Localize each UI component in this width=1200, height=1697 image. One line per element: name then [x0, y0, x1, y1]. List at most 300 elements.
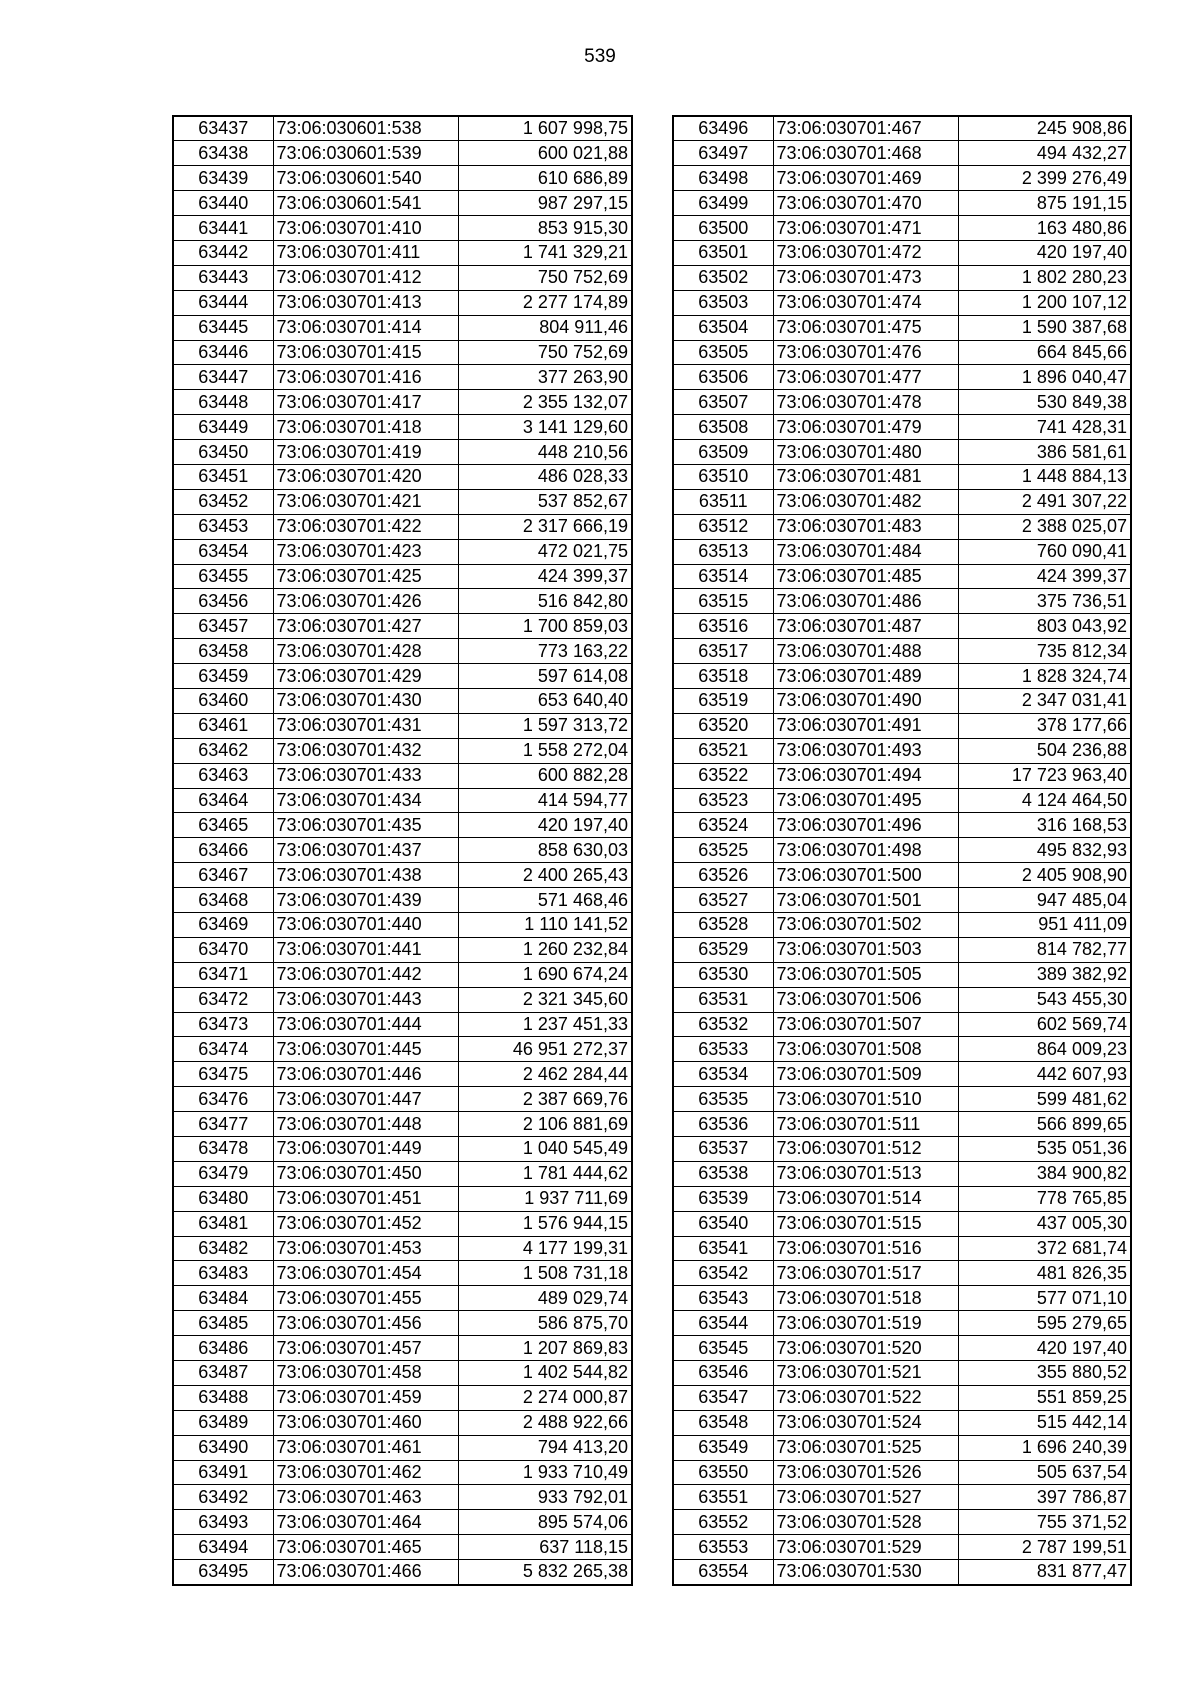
table-row — [673, 489, 1131, 514]
cadastral-value-cell: 586 875,70 — [458, 1311, 632, 1336]
cadastral-number-cell: 73:06:030701:461 — [273, 1435, 458, 1460]
record-number-cell: 63455 — [173, 564, 273, 589]
table-row — [173, 1161, 632, 1186]
record-number-cell: 63526 — [673, 863, 773, 888]
record-number-cell: 63499 — [673, 191, 773, 216]
record-number-cell: 63482 — [173, 1236, 273, 1261]
cadastral-value-cell: 1 237 451,33 — [458, 1012, 632, 1037]
cadastral-value-cell: 814 782,77 — [958, 937, 1131, 962]
cadastral-number-cell: 73:06:030701:418 — [273, 415, 458, 440]
cadastral-number-cell: 73:06:030701:447 — [273, 1087, 458, 1112]
cadastral-value-cell: 1 933 710,49 — [458, 1460, 632, 1485]
table-row — [673, 788, 1131, 813]
record-number-cell: 63505 — [673, 340, 773, 365]
record-number-cell: 63543 — [673, 1286, 773, 1311]
table-row — [673, 365, 1131, 390]
cadastral-number-cell: 73:06:030701:526 — [773, 1460, 958, 1485]
cadastral-value-cell: 1 576 944,15 — [458, 1211, 632, 1236]
table-row — [673, 1535, 1131, 1560]
cadastral-value-cell: 424 399,37 — [458, 564, 632, 589]
cadastral-value-cell: 895 574,06 — [458, 1510, 632, 1535]
cadastral-number-cell: 73:06:030701:442 — [273, 962, 458, 987]
cadastral-number-cell: 73:06:030701:470 — [773, 191, 958, 216]
cadastral-value-cell: 2 462 284,44 — [458, 1062, 632, 1087]
cadastral-number-cell: 73:06:030701:473 — [773, 265, 958, 290]
cadastral-number-cell: 73:06:030701:420 — [273, 464, 458, 489]
cadastral-number-cell: 73:06:030701:493 — [773, 738, 958, 763]
cadastral-number-cell: 73:06:030701:445 — [273, 1037, 458, 1062]
cadastral-value-cell: 1 040 545,49 — [458, 1137, 632, 1162]
cadastral-value-cell: 2 387 669,76 — [458, 1087, 632, 1112]
record-number-cell: 63552 — [673, 1510, 773, 1535]
cadastral-number-cell: 73:06:030701:514 — [773, 1186, 958, 1211]
cadastral-number-cell: 73:06:030701:525 — [773, 1435, 958, 1460]
cadastral-value-cell: 735 812,34 — [958, 639, 1131, 664]
cadastral-value-cell: 163 480,86 — [958, 216, 1131, 241]
table-row — [173, 838, 632, 863]
table-row — [173, 888, 632, 913]
cadastral-number-cell: 73:06:030701:476 — [773, 340, 958, 365]
record-number-cell: 63462 — [173, 738, 273, 763]
record-number-cell: 63539 — [673, 1186, 773, 1211]
record-number-cell: 63509 — [673, 440, 773, 465]
cadastral-value-cell: 375 736,51 — [958, 589, 1131, 614]
table-row — [673, 589, 1131, 614]
table-row — [673, 888, 1131, 913]
record-number-cell: 63553 — [673, 1535, 773, 1560]
cadastral-number-cell: 73:06:030701:427 — [273, 614, 458, 639]
cadastral-number-cell: 73:06:030701:530 — [773, 1560, 958, 1585]
table-row — [173, 1385, 632, 1410]
record-number-cell: 63460 — [173, 688, 273, 713]
cadastral-value-cell: 1 200 107,12 — [958, 290, 1131, 315]
record-number-cell: 63450 — [173, 440, 273, 465]
table-row — [673, 216, 1131, 241]
table-row — [673, 240, 1131, 265]
cadastral-number-cell: 73:06:030701:472 — [773, 240, 958, 265]
table-row — [173, 141, 632, 166]
cadastral-number-cell: 73:06:030701:429 — [273, 664, 458, 689]
cadastral-value-cell: 494 432,27 — [958, 141, 1131, 166]
cadastral-number-cell: 73:06:030701:416 — [273, 365, 458, 390]
record-number-cell: 63474 — [173, 1037, 273, 1062]
record-number-cell: 63446 — [173, 340, 273, 365]
record-number-cell: 63470 — [173, 937, 273, 962]
cadastral-value-cell: 987 297,15 — [458, 191, 632, 216]
cadastral-number-cell: 73:06:030701:434 — [273, 788, 458, 813]
table-row — [173, 415, 632, 440]
cadastral-number-cell: 73:06:030701:419 — [273, 440, 458, 465]
table-row — [673, 1062, 1131, 1087]
cadastral-number-cell: 73:06:030701:481 — [773, 464, 958, 489]
record-number-cell: 63466 — [173, 838, 273, 863]
table-row — [173, 1510, 632, 1535]
record-number-cell: 63437 — [173, 116, 273, 141]
table-row — [673, 1361, 1131, 1386]
table-row — [173, 1410, 632, 1435]
record-number-cell: 63537 — [673, 1137, 773, 1162]
cadastral-value-cell: 17 723 963,40 — [958, 763, 1131, 788]
cadastral-number-cell: 73:06:030701:513 — [773, 1161, 958, 1186]
record-number-cell: 63467 — [173, 863, 273, 888]
record-number-cell: 63444 — [173, 290, 273, 315]
cadastral-number-cell: 73:06:030701:516 — [773, 1236, 958, 1261]
cadastral-value-cell: 1 781 444,62 — [458, 1161, 632, 1186]
table-row — [173, 614, 632, 639]
record-number-cell: 63464 — [173, 788, 273, 813]
cadastral-value-cell: 2 491 307,22 — [958, 489, 1131, 514]
record-number-cell: 63507 — [673, 390, 773, 415]
cadastral-number-cell: 73:06:030701:528 — [773, 1510, 958, 1535]
record-number-cell: 63453 — [173, 514, 273, 539]
table-row — [673, 863, 1131, 888]
cadastral-value-cell: 755 371,52 — [958, 1510, 1131, 1535]
cadastral-number-cell: 73:06:030701:511 — [773, 1112, 958, 1137]
cadastral-number-cell: 73:06:030701:415 — [273, 340, 458, 365]
record-number-cell: 63497 — [673, 141, 773, 166]
cadastral-number-cell: 73:06:030701:428 — [273, 639, 458, 664]
cadastral-number-cell: 73:06:030701:439 — [273, 888, 458, 913]
cadastral-number-cell: 73:06:030701:440 — [273, 913, 458, 938]
cadastral-value-cell: 1 558 272,04 — [458, 738, 632, 763]
cadastral-value-cell: 5 832 265,38 — [458, 1560, 632, 1585]
cadastral-value-cell: 1 607 998,75 — [458, 116, 632, 141]
table-row — [173, 365, 632, 390]
table-row — [173, 1211, 632, 1236]
cadastral-value-cell: 516 842,80 — [458, 589, 632, 614]
cadastral-value-cell: 1 207 869,83 — [458, 1336, 632, 1361]
table-row — [173, 166, 632, 191]
cadastral-number-cell: 73:06:030701:437 — [273, 838, 458, 863]
record-number-cell: 63489 — [173, 1410, 273, 1435]
cadastral-value-cell: 1 690 674,24 — [458, 962, 632, 987]
record-number-cell: 63535 — [673, 1087, 773, 1112]
cadastral-value-cell: 1 828 324,74 — [958, 664, 1131, 689]
cadastral-number-cell: 73:06:030701:466 — [273, 1560, 458, 1585]
cadastral-number-cell: 73:06:030701:477 — [773, 365, 958, 390]
table-row — [673, 265, 1131, 290]
record-number-cell: 63487 — [173, 1361, 273, 1386]
table-row — [673, 738, 1131, 763]
cadastral-value-cell: 530 849,38 — [958, 390, 1131, 415]
cadastral-value-cell: 1 741 329,21 — [458, 240, 632, 265]
cadastral-number-cell: 73:06:030701:446 — [273, 1062, 458, 1087]
cadastral-value-cell: 2 277 174,89 — [458, 290, 632, 315]
record-number-cell: 63548 — [673, 1410, 773, 1435]
cadastral-value-cell: 543 455,30 — [958, 987, 1131, 1012]
cadastral-value-cell: 486 028,33 — [458, 464, 632, 489]
cadastral-number-cell: 73:06:030701:489 — [773, 664, 958, 689]
table-row — [173, 738, 632, 763]
table-row — [173, 340, 632, 365]
cadastral-number-cell: 73:06:030701:527 — [773, 1485, 958, 1510]
record-number-cell: 63527 — [673, 888, 773, 913]
record-number-cell: 63503 — [673, 290, 773, 315]
record-number-cell: 63471 — [173, 962, 273, 987]
record-number-cell: 63440 — [173, 191, 273, 216]
cadastral-number-cell: 73:06:030701:438 — [273, 863, 458, 888]
cadastral-value-cell: 1 260 232,84 — [458, 937, 632, 962]
table-row — [173, 1485, 632, 1510]
cadastral-value-cell: 637 118,15 — [458, 1535, 632, 1560]
cadastral-value-cell: 495 832,93 — [958, 838, 1131, 863]
cadastral-value-cell: 853 915,30 — [458, 216, 632, 241]
cadastral-value-cell: 2 399 276,49 — [958, 166, 1131, 191]
left-data-table — [172, 115, 633, 1586]
table-row — [173, 589, 632, 614]
cadastral-value-cell: 577 071,10 — [958, 1286, 1131, 1311]
cadastral-number-cell: 73:06:030701:519 — [773, 1311, 958, 1336]
cadastral-value-cell: 537 852,67 — [458, 489, 632, 514]
cadastral-value-cell: 1 448 884,13 — [958, 464, 1131, 489]
record-number-cell: 63476 — [173, 1087, 273, 1112]
cadastral-number-cell: 73:06:030701:448 — [273, 1112, 458, 1137]
record-number-cell: 63547 — [673, 1385, 773, 1410]
table-row — [673, 1211, 1131, 1236]
cadastral-value-cell: 1 110 141,52 — [458, 913, 632, 938]
record-number-cell: 63488 — [173, 1385, 273, 1410]
record-number-cell: 63458 — [173, 639, 273, 664]
record-number-cell: 63514 — [673, 564, 773, 589]
cadastral-number-cell: 73:06:030701:423 — [273, 539, 458, 564]
record-number-cell: 63528 — [673, 913, 773, 938]
cadastral-value-cell: 597 614,08 — [458, 664, 632, 689]
cadastral-value-cell: 4 177 199,31 — [458, 1236, 632, 1261]
record-number-cell: 63513 — [673, 539, 773, 564]
table-row — [673, 166, 1131, 191]
record-number-cell: 63495 — [173, 1560, 273, 1585]
cadastral-number-cell: 73:06:030701:410 — [273, 216, 458, 241]
cadastral-number-cell: 73:06:030701:507 — [773, 1012, 958, 1037]
cadastral-value-cell: 778 765,85 — [958, 1186, 1131, 1211]
table-row — [673, 1385, 1131, 1410]
cadastral-number-cell: 73:06:030701:431 — [273, 713, 458, 738]
record-number-cell: 63479 — [173, 1161, 273, 1186]
record-number-cell: 63520 — [673, 713, 773, 738]
cadastral-number-cell: 73:06:030701:463 — [273, 1485, 458, 1510]
cadastral-value-cell: 1 696 240,39 — [958, 1435, 1131, 1460]
cadastral-number-cell: 73:06:030701:414 — [273, 315, 458, 340]
cadastral-number-cell: 73:06:030701:482 — [773, 489, 958, 514]
record-number-cell: 63510 — [673, 464, 773, 489]
record-number-cell: 63550 — [673, 1460, 773, 1485]
cadastral-value-cell: 1 402 544,82 — [458, 1361, 632, 1386]
table-row — [173, 1336, 632, 1361]
record-number-cell: 63447 — [173, 365, 273, 390]
table-row — [173, 440, 632, 465]
cadastral-value-cell: 760 090,41 — [958, 539, 1131, 564]
record-number-cell: 63523 — [673, 788, 773, 813]
cadastral-number-cell: 73:06:030701:433 — [273, 763, 458, 788]
table-row — [673, 539, 1131, 564]
table-row — [673, 191, 1131, 216]
table-row — [673, 639, 1131, 664]
cadastral-value-cell: 610 686,89 — [458, 166, 632, 191]
cadastral-number-cell: 73:06:030701:456 — [273, 1311, 458, 1336]
table-row — [173, 639, 632, 664]
table-row — [673, 763, 1131, 788]
cadastral-value-cell: 2 355 132,07 — [458, 390, 632, 415]
right-data-table — [672, 115, 1132, 1586]
table-row — [173, 539, 632, 564]
cadastral-number-cell: 73:06:030701:515 — [773, 1211, 958, 1236]
cadastral-number-cell: 73:06:030701:422 — [273, 514, 458, 539]
table-row — [673, 813, 1131, 838]
table-row — [673, 1012, 1131, 1037]
table-row — [673, 713, 1131, 738]
table-row — [173, 1112, 632, 1137]
table-row — [673, 1485, 1131, 1510]
table-row — [173, 191, 632, 216]
table-row — [673, 664, 1131, 689]
table-row — [173, 240, 632, 265]
record-number-cell: 63456 — [173, 589, 273, 614]
record-number-cell: 63454 — [173, 539, 273, 564]
cadastral-value-cell: 750 752,69 — [458, 265, 632, 290]
table-row — [173, 1012, 632, 1037]
record-number-cell: 63502 — [673, 265, 773, 290]
record-number-cell: 63532 — [673, 1012, 773, 1037]
record-number-cell: 63491 — [173, 1460, 273, 1485]
cadastral-number-cell: 73:06:030701:459 — [273, 1385, 458, 1410]
record-number-cell: 63546 — [673, 1361, 773, 1386]
cadastral-number-cell: 73:06:030701:521 — [773, 1361, 958, 1386]
cadastral-value-cell: 472 021,75 — [458, 539, 632, 564]
record-number-cell: 63541 — [673, 1236, 773, 1261]
cadastral-number-cell: 73:06:030701:411 — [273, 240, 458, 265]
record-number-cell: 63442 — [173, 240, 273, 265]
cadastral-number-cell: 73:06:030701:413 — [273, 290, 458, 315]
record-number-cell: 63538 — [673, 1161, 773, 1186]
cadastral-number-cell: 73:06:030701:421 — [273, 489, 458, 514]
record-number-cell: 63506 — [673, 365, 773, 390]
cadastral-value-cell: 794 413,20 — [458, 1435, 632, 1460]
table-row — [173, 713, 632, 738]
cadastral-value-cell: 2 106 881,69 — [458, 1112, 632, 1137]
cadastral-value-cell: 2 405 908,90 — [958, 863, 1131, 888]
record-number-cell: 63519 — [673, 688, 773, 713]
cadastral-value-cell: 481 826,35 — [958, 1261, 1131, 1286]
record-number-cell: 63494 — [173, 1535, 273, 1560]
cadastral-value-cell: 653 640,40 — [458, 688, 632, 713]
record-number-cell: 63448 — [173, 390, 273, 415]
cadastral-number-cell: 73:06:030701:529 — [773, 1535, 958, 1560]
record-number-cell: 63459 — [173, 664, 273, 689]
record-number-cell: 63508 — [673, 415, 773, 440]
table-row — [173, 464, 632, 489]
cadastral-number-cell: 73:06:030701:518 — [773, 1286, 958, 1311]
cadastral-value-cell: 424 399,37 — [958, 564, 1131, 589]
cadastral-value-cell: 602 569,74 — [958, 1012, 1131, 1037]
cadastral-number-cell: 73:06:030701:457 — [273, 1336, 458, 1361]
cadastral-number-cell: 73:06:030701:425 — [273, 564, 458, 589]
record-number-cell: 63473 — [173, 1012, 273, 1037]
table-row — [173, 1037, 632, 1062]
cadastral-value-cell: 2 274 000,87 — [458, 1385, 632, 1410]
record-number-cell: 63545 — [673, 1336, 773, 1361]
cadastral-number-cell: 73:06:030701:475 — [773, 315, 958, 340]
cadastral-number-cell: 73:06:030701:484 — [773, 539, 958, 564]
cadastral-number-cell: 73:06:030701:498 — [773, 838, 958, 863]
table-row — [173, 116, 632, 141]
table-row — [173, 913, 632, 938]
table-row — [673, 514, 1131, 539]
record-number-cell: 63445 — [173, 315, 273, 340]
record-number-cell: 63498 — [673, 166, 773, 191]
cadastral-value-cell: 1 700 859,03 — [458, 614, 632, 639]
table-row — [673, 440, 1131, 465]
cadastral-value-cell: 355 880,52 — [958, 1361, 1131, 1386]
table-row — [173, 1062, 632, 1087]
record-number-cell: 63443 — [173, 265, 273, 290]
record-number-cell: 63504 — [673, 315, 773, 340]
table-row — [173, 1236, 632, 1261]
cadastral-value-cell: 773 163,22 — [458, 639, 632, 664]
cadastral-number-cell: 73:06:030701:471 — [773, 216, 958, 241]
record-number-cell: 63485 — [173, 1311, 273, 1336]
cadastral-number-cell: 73:06:030701:502 — [773, 913, 958, 938]
cadastral-number-cell: 73:06:030701:474 — [773, 290, 958, 315]
record-number-cell: 63530 — [673, 962, 773, 987]
record-number-cell: 63451 — [173, 464, 273, 489]
cadastral-number-cell: 73:06:030701:444 — [273, 1012, 458, 1037]
record-number-cell: 63529 — [673, 937, 773, 962]
table-row — [673, 1311, 1131, 1336]
cadastral-value-cell: 750 752,69 — [458, 340, 632, 365]
record-number-cell: 63438 — [173, 141, 273, 166]
table-row — [673, 913, 1131, 938]
cadastral-value-cell: 386 581,61 — [958, 440, 1131, 465]
cadastral-number-cell: 73:06:030701:465 — [273, 1535, 458, 1560]
record-number-cell: 63525 — [673, 838, 773, 863]
record-number-cell: 63483 — [173, 1261, 273, 1286]
cadastral-number-cell: 73:06:030701:512 — [773, 1137, 958, 1162]
cadastral-number-cell: 73:06:030701:524 — [773, 1410, 958, 1435]
cadastral-number-cell: 73:06:030701:469 — [773, 166, 958, 191]
cadastral-number-cell: 73:06:030701:509 — [773, 1062, 958, 1087]
table-row — [673, 1186, 1131, 1211]
left-table-body — [173, 116, 632, 1585]
record-number-cell: 63549 — [673, 1435, 773, 1460]
cadastral-number-cell: 73:06:030701:455 — [273, 1286, 458, 1311]
table-row — [173, 489, 632, 514]
record-number-cell: 63493 — [173, 1510, 273, 1535]
cadastral-number-cell: 73:06:030701:485 — [773, 564, 958, 589]
cadastral-value-cell: 664 845,66 — [958, 340, 1131, 365]
cadastral-number-cell: 73:06:030701:486 — [773, 589, 958, 614]
record-number-cell: 63531 — [673, 987, 773, 1012]
cadastral-number-cell: 73:06:030701:478 — [773, 390, 958, 415]
cadastral-value-cell: 875 191,15 — [958, 191, 1131, 216]
record-number-cell: 63468 — [173, 888, 273, 913]
table-row — [673, 1261, 1131, 1286]
cadastral-value-cell: 858 630,03 — [458, 838, 632, 863]
table-row — [673, 1460, 1131, 1485]
cadastral-value-cell: 414 594,77 — [458, 788, 632, 813]
cadastral-value-cell: 2 787 199,51 — [958, 1535, 1131, 1560]
table-row — [673, 1560, 1131, 1585]
cadastral-number-cell: 73:06:030701:491 — [773, 713, 958, 738]
cadastral-value-cell: 1 896 040,47 — [958, 365, 1131, 390]
table-row — [173, 1137, 632, 1162]
record-number-cell: 63544 — [673, 1311, 773, 1336]
table-row — [673, 838, 1131, 863]
table-row — [173, 863, 632, 888]
cadastral-value-cell: 741 428,31 — [958, 415, 1131, 440]
record-number-cell: 63461 — [173, 713, 273, 738]
cadastral-number-cell: 73:06:030701:517 — [773, 1261, 958, 1286]
table-row — [173, 1311, 632, 1336]
